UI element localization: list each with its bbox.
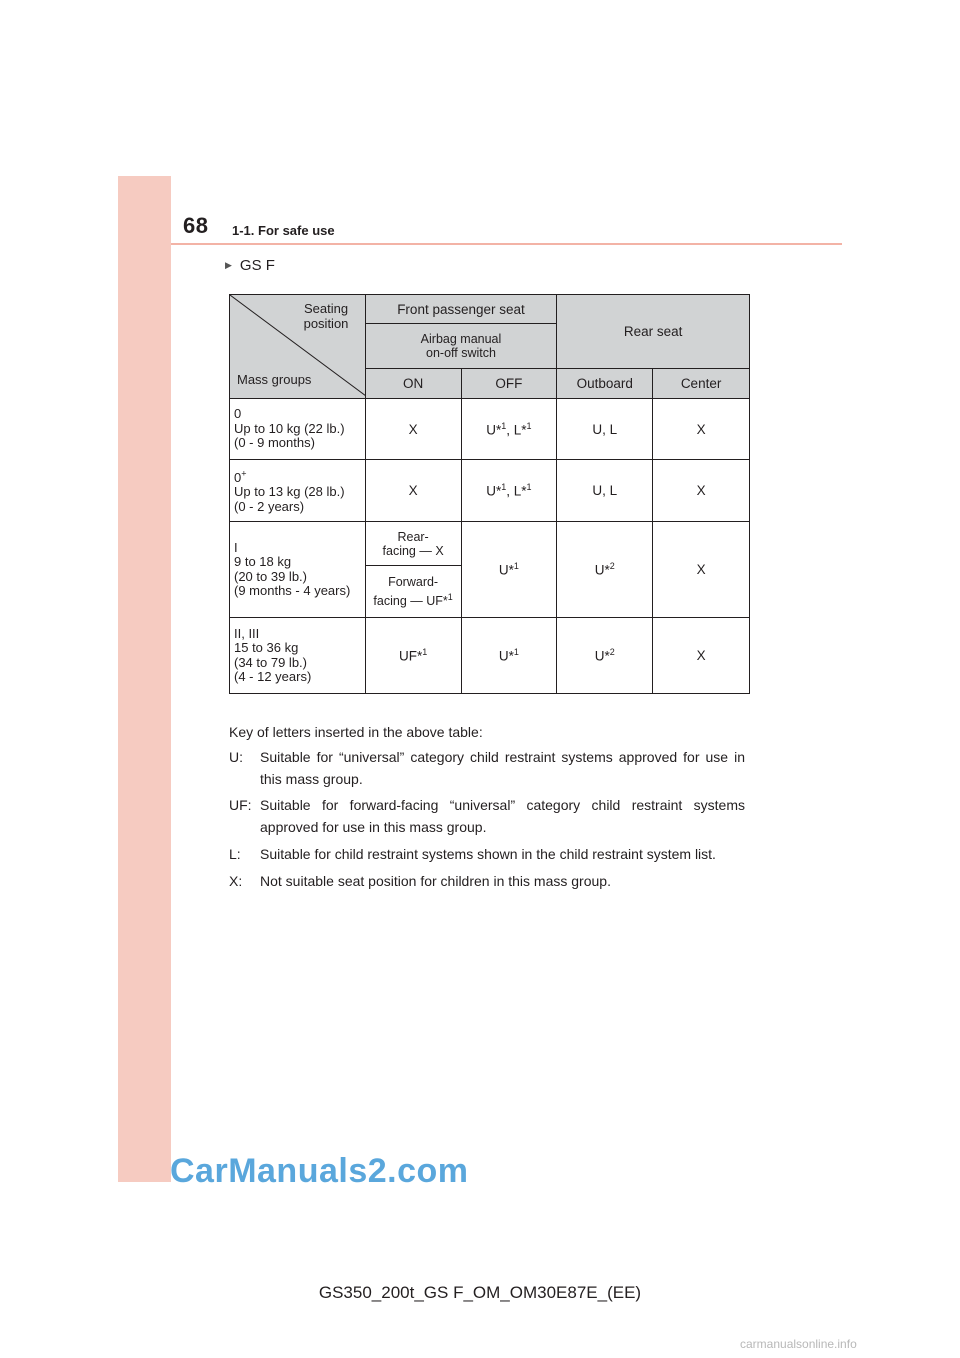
cell-on: X bbox=[365, 399, 461, 460]
airbag-switch-header: Airbag manual on-off switch bbox=[365, 324, 557, 369]
cell-on: UF*$^1$ bbox=[365, 618, 461, 694]
col-on-header: ON bbox=[365, 369, 461, 399]
side-color-band bbox=[118, 176, 171, 1182]
key-letter: L: bbox=[229, 846, 241, 862]
page-number: 68 bbox=[183, 213, 209, 238]
key-description: Suitable for “universal” category child restraint systems approved for use in this mass group. bbox=[260, 749, 745, 787]
cell-off: U*$^1$ bbox=[461, 618, 557, 694]
seating-position-label: Seating position bbox=[303, 301, 349, 331]
cell-on-forward-facing: Forward- facing — UF*$^1$ bbox=[365, 566, 461, 618]
key-letter: U: bbox=[229, 749, 243, 765]
cell-center: X bbox=[653, 460, 750, 522]
table-row bbox=[230, 399, 750, 460]
cell-off: U*$^1$, L*$^1$ bbox=[461, 399, 557, 460]
table-row bbox=[230, 522, 750, 566]
document-code-footer: GS350_200t_GS F_OM_OM30E87E_(EE) bbox=[318, 1283, 642, 1302]
cell-center: X bbox=[653, 522, 750, 618]
key-letter: UF: bbox=[229, 797, 252, 813]
col-center-header: Center bbox=[653, 369, 750, 399]
cell-outboard: U, L bbox=[557, 399, 653, 460]
key-description: Not suitable seat position for children in this mass group. bbox=[260, 873, 611, 889]
key-intro: Key of letters inserted in the above table: bbox=[229, 724, 483, 740]
section-title: 1-1. For safe use bbox=[232, 223, 335, 238]
mass-group-cell: 0 Up to 10 kg (22 lb.) (0 - 9 months) bbox=[230, 399, 366, 460]
cell-outboard: U, L bbox=[557, 460, 653, 522]
mass-group-cell: II, III 15 to 36 kg (34 to 79 lb.) (4 - 12 years) bbox=[230, 618, 366, 694]
table-row bbox=[230, 460, 750, 522]
triangle-bullet-icon: ▶ bbox=[225, 260, 232, 270]
rear-seat-header: Rear seat bbox=[557, 295, 750, 369]
front-seat-header: Front passenger seat bbox=[365, 295, 557, 324]
mass-group-cell: I 9 to 18 kg (20 to 39 lb.) (9 months - 4 years) bbox=[230, 522, 366, 618]
cell-off: U*$^1$, L*$^1$ bbox=[461, 460, 557, 522]
header-rule bbox=[171, 243, 842, 245]
cell-outboard: U*$^2$ bbox=[557, 522, 653, 618]
mass-group-cell: 0+ Up to 13 kg (28 lb.) (0 - 2 years) bbox=[230, 460, 366, 522]
cell-center: X bbox=[653, 399, 750, 460]
mass-groups-label: Mass groups bbox=[237, 372, 312, 387]
cell-on: X bbox=[365, 460, 461, 522]
col-outboard-header: Outboard bbox=[557, 369, 653, 399]
watermark-logo: CarManuals2.com bbox=[170, 1152, 469, 1190]
table-corner-cell bbox=[230, 295, 366, 399]
cell-outboard: U*$^2$ bbox=[557, 618, 653, 694]
cell-on-rear-facing: Rear- facing — X bbox=[365, 522, 461, 566]
variant-label: GS F bbox=[239, 257, 275, 274]
cell-off: U*$^1$ bbox=[461, 522, 557, 618]
watermark-url: carmanualsonline.info bbox=[740, 1337, 857, 1351]
variant-heading bbox=[225, 257, 275, 274]
key-description: Suitable for forward-facing “universal” category child restraint systems approved for use in this mass group. bbox=[260, 797, 745, 835]
col-off-header: OFF bbox=[461, 369, 557, 399]
key-letter: X: bbox=[229, 873, 243, 889]
key-description: Suitable for child restraint systems shown in the child restraint system list. bbox=[260, 846, 716, 862]
table-row bbox=[230, 618, 750, 694]
child-seat-table bbox=[229, 294, 750, 694]
cell-center: X bbox=[653, 618, 750, 694]
